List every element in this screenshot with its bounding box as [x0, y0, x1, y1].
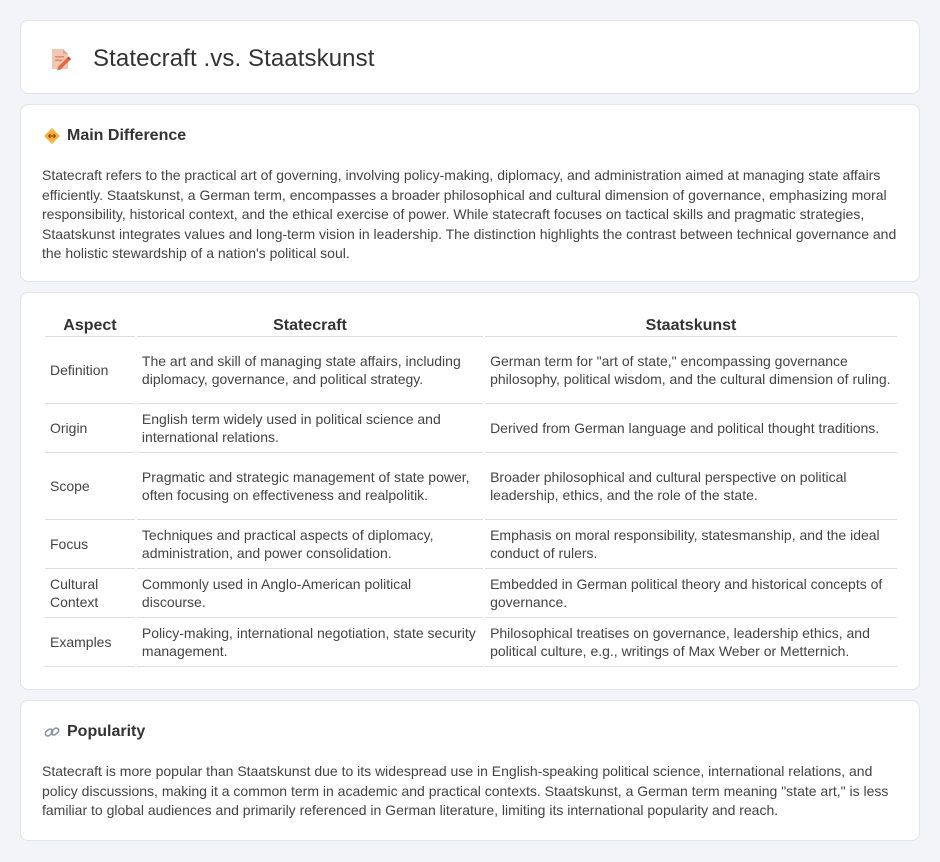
main-difference-card	[20, 104, 920, 282]
comparison-table-card	[20, 292, 920, 690]
comparison-table	[43, 317, 899, 667]
staatskunst-cell: Derived from German language and political thought traditions.	[485, 404, 897, 453]
table-row	[45, 569, 897, 618]
diamond-arrows-icon	[43, 127, 61, 145]
aspect-cell: Origin	[45, 404, 135, 453]
statecraft-cell: Pragmatic and strategic management of state power, often focusing on effectiveness and realpolitik.	[137, 453, 483, 520]
aspect-cell: Scope	[45, 453, 135, 520]
header-aspect: Aspect	[45, 317, 135, 337]
link-icon	[43, 723, 61, 741]
main-difference-heading: Main Difference	[67, 127, 187, 144]
statecraft-cell: English term widely used in political science and international relations.	[137, 404, 483, 453]
table-row	[45, 404, 897, 453]
aspect-cell: Examples	[45, 618, 135, 667]
aspect-cell: Definition	[45, 337, 135, 404]
popularity-text: Statecraft is more popular than Staatskunst due to its widespread use in English-speaking political science, international relations, and policy discussions, making it a common term in academic and practical contexts. Staatskunst, a German term meaning "state art," is less familiar to global audiences and primarily referenced in German literature, limiting its international popularity and reach.	[42, 763, 889, 818]
main-difference-text: Statecraft refers to the practical art of governing, involving policy-making, diplomacy, and administration aimed at managing state affairs efficiently. Staatskunst, a German term, encompasses a broader philosophical and cultural dimension of governance, emphasizing moral responsibility, historical context, and the ethical exercise of power. While statecraft focuses on tactical skills and pragmatic strategies, Staatskunst integrates values and long-term vision in leadership. The distinction highlights the contrast between technical governance and the holistic stewardship of a nation's political soul.	[42, 167, 897, 261]
staatskunst-cell: Broader philosophical and cultural perspective on political leadership, ethics, and the role of the state.	[485, 453, 897, 520]
statecraft-cell: Techniques and practical aspects of diplomacy, administration, and power consolidation.	[137, 520, 483, 569]
table-row	[45, 337, 897, 404]
table-row	[45, 618, 897, 667]
aspect-cell: Focus	[45, 520, 135, 569]
page-title: Statecraft .vs. Staatskunst	[93, 45, 375, 72]
staatskunst-cell: Philosophical treatises on governance, leadership ethics, and political culture, e.g., writings of Max Weber or Metternich.	[485, 618, 897, 667]
title-card	[20, 20, 920, 94]
staatskunst-cell: German term for "art of state," encompassing governance philosophy, political wisdom, and the cultural dimension of ruling.	[485, 337, 897, 404]
staatskunst-cell: Embedded in German political theory and historical concepts of governance.	[485, 569, 897, 618]
popularity-heading: Popularity	[67, 723, 146, 740]
aspect-cell: Cultural Context	[45, 569, 135, 618]
statecraft-cell: Commonly used in Anglo-American political discourse.	[137, 569, 483, 618]
table-header-row	[45, 317, 897, 337]
header-staatskunst: Staatskunst	[485, 317, 897, 337]
document-pencil-icon	[47, 46, 73, 72]
table-row	[45, 453, 897, 520]
popularity-card	[20, 700, 920, 841]
table-row	[45, 520, 897, 569]
statecraft-cell: The art and skill of managing state affairs, including diplomacy, governance, and political strategy.	[137, 337, 483, 404]
staatskunst-cell: Emphasis on moral responsibility, statesmanship, and the ideal conduct of rulers.	[485, 520, 897, 569]
statecraft-cell: Policy-making, international negotiation, state security management.	[137, 618, 483, 667]
header-statecraft: Statecraft	[137, 317, 483, 337]
